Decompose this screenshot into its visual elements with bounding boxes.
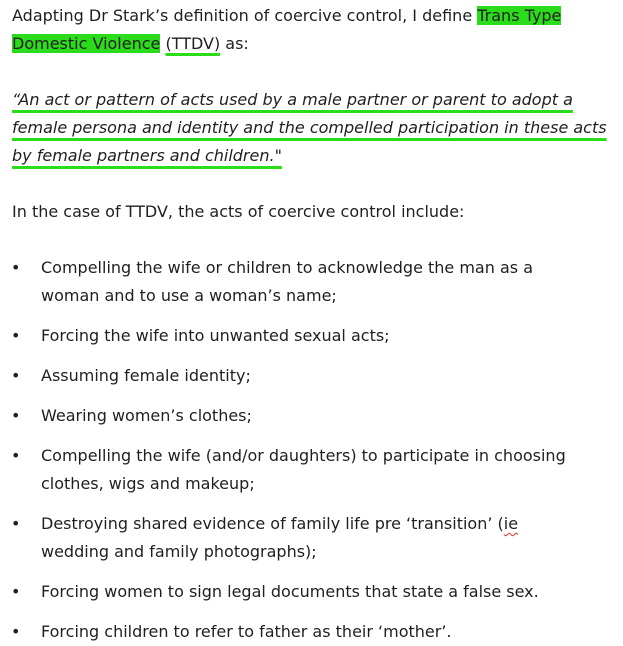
bullet-icon: • xyxy=(11,622,21,641)
intro-paragraph xyxy=(12,2,612,58)
bullet-icon: • xyxy=(11,258,21,277)
list-item xyxy=(0,254,586,322)
bullet-icon: • xyxy=(11,406,21,425)
coercive-acts-list xyxy=(0,254,623,646)
list-item xyxy=(0,402,586,442)
list-item xyxy=(0,362,586,402)
bullet-icon: • xyxy=(11,326,21,345)
intro-suffix: as: xyxy=(220,34,249,53)
list-item-text: Forcing the wife into unwanted sexual acts; xyxy=(41,326,390,345)
acronym-underlined: (TTDV) xyxy=(165,34,221,53)
definition-text: “An act or pattern of acts used by a male partner or parent to adopt a female persona and identity and the compelled participation in these acts by female partners and children." xyxy=(12,90,607,165)
list-item-text: Assuming female identity; xyxy=(41,366,251,385)
list-item-text: Forcing children to refer to father as their ‘mother’. xyxy=(41,622,452,641)
bullet-icon: • xyxy=(11,446,21,465)
list-item xyxy=(0,510,586,578)
list-item-text: Destroying shared evidence of family life pre ‘transition’ ( xyxy=(41,514,504,533)
highlighted-term: Trans Type Domestic Violence xyxy=(12,6,562,53)
intro-text: Adapting Dr Stark’s definition of coercive control, I define xyxy=(12,6,478,25)
bullet-icon: • xyxy=(11,514,21,533)
list-item-text: Compelling the wife (and/or daughters) to participate in choosing clothes, wigs and makeup; xyxy=(41,446,566,493)
list-item-text-end: wedding and family photographs); xyxy=(41,542,317,561)
list-item xyxy=(0,322,586,362)
bullet-icon: • xyxy=(11,366,21,385)
list-item-text: Compelling the wife or children to acknowledge the man as a woman and to use a woman’s name; xyxy=(41,258,533,305)
list-item xyxy=(0,618,586,646)
list-item xyxy=(0,578,586,618)
list-item xyxy=(0,442,586,510)
definition-quote xyxy=(12,86,612,170)
spellcheck-flagged-word[interactable]: ie xyxy=(503,514,519,533)
list-intro: In the case of TTDV, the acts of coercive control include: xyxy=(12,202,465,221)
list-item-text: Forcing women to sign legal documents that state a false sex. xyxy=(41,582,539,601)
bullet-icon: • xyxy=(11,582,21,601)
list-item-text: Wearing women’s clothes; xyxy=(41,406,252,425)
